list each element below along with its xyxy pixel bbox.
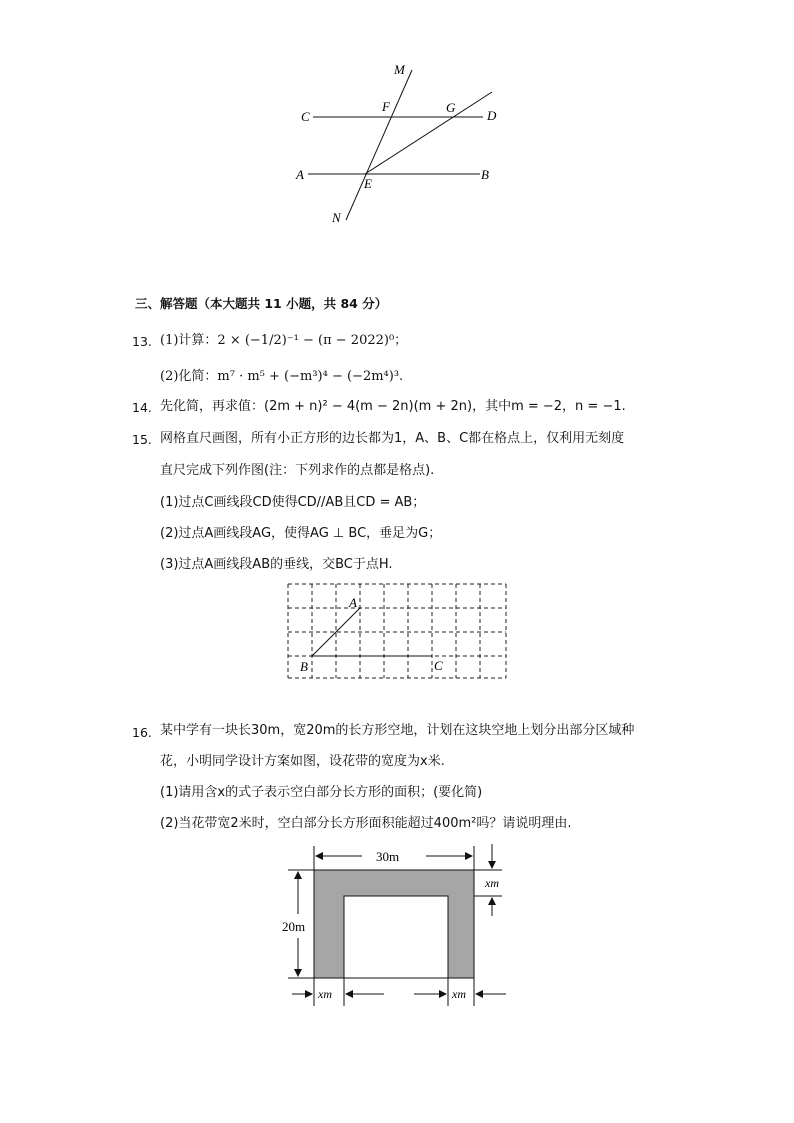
grid-label-b: B [300,659,308,674]
q15-part1: (1)过点C画线段CD使得CD//AB且CD = AB； [160,495,426,510]
grid-label-c: C [434,658,443,673]
q16-number: 16. [132,725,152,740]
line-mn [346,70,412,220]
section-title: 三、解答题（本大题共 11 小题，共 84 分） [135,296,388,311]
q15-line2: 直尺完成下列作图(注：下列求作的点都是格点). [160,463,435,478]
width-label: 30m [376,849,400,864]
q15-part2: (2)过点A画线段AG，使得AG ⊥ BC，垂足为G； [160,526,442,541]
q13-part1: (1)计算：2 × (−1/2)⁻¹ − (π − 2022)⁰； [160,333,408,348]
label-n: N [332,210,341,225]
bottom-right-x-label: xm [452,987,466,1001]
q16-part1: (1)请用含x的式子表示空白部分长方形的面积；(要化简) [160,785,483,800]
label-a: A [296,167,304,182]
q16-part2: (2)当花带宽2米时，空白部分长方形面积能超过400m²吗？请说明理由. [160,816,572,831]
q13-part2: (2)化简：m⁷ · m⁵ + (−m³)⁴ − (−2m⁴)³. [160,369,404,384]
q14-number: 14. [132,400,152,415]
flower-band [314,870,474,978]
q14-text: 先化简，再求值：(2m + n)² − 4(m − 2n)(m + 2n)，其中m = −2，n = −1. [160,399,626,414]
q15-part3: (3)过点A画线段AB的垂线，交BC于点H. [160,557,393,572]
label-m: M [394,62,405,77]
label-b: B [481,167,489,182]
height-label: 20m [282,919,306,934]
label-c: C [301,109,310,124]
q13-number: 13. [132,334,152,349]
parallel-lines-figure [290,60,510,230]
bottom-left-x-label: xm [318,987,332,1001]
q15-line1: 网格直尺画图，所有小正方形的边长都为1，A、B、C都在格点上，仅利用无刻度 [160,431,625,446]
garden-figure [280,840,520,1012]
q16-line1: 某中学有一块长30m，宽20m的长方形空地，计划在这块空地上划分出部分区域种 [160,723,635,738]
label-e: E [364,176,372,191]
right-x-label: xm [485,876,499,890]
grid-figure [286,582,510,682]
grid-label-a: A [349,595,357,610]
q15-number: 15. [132,432,152,447]
label-f: F [382,99,390,114]
label-d: D [487,108,497,123]
q16-line2: 花，小明同学设计方案如图，设花带的宽度为x米. [160,754,445,769]
label-g: G [446,100,456,115]
